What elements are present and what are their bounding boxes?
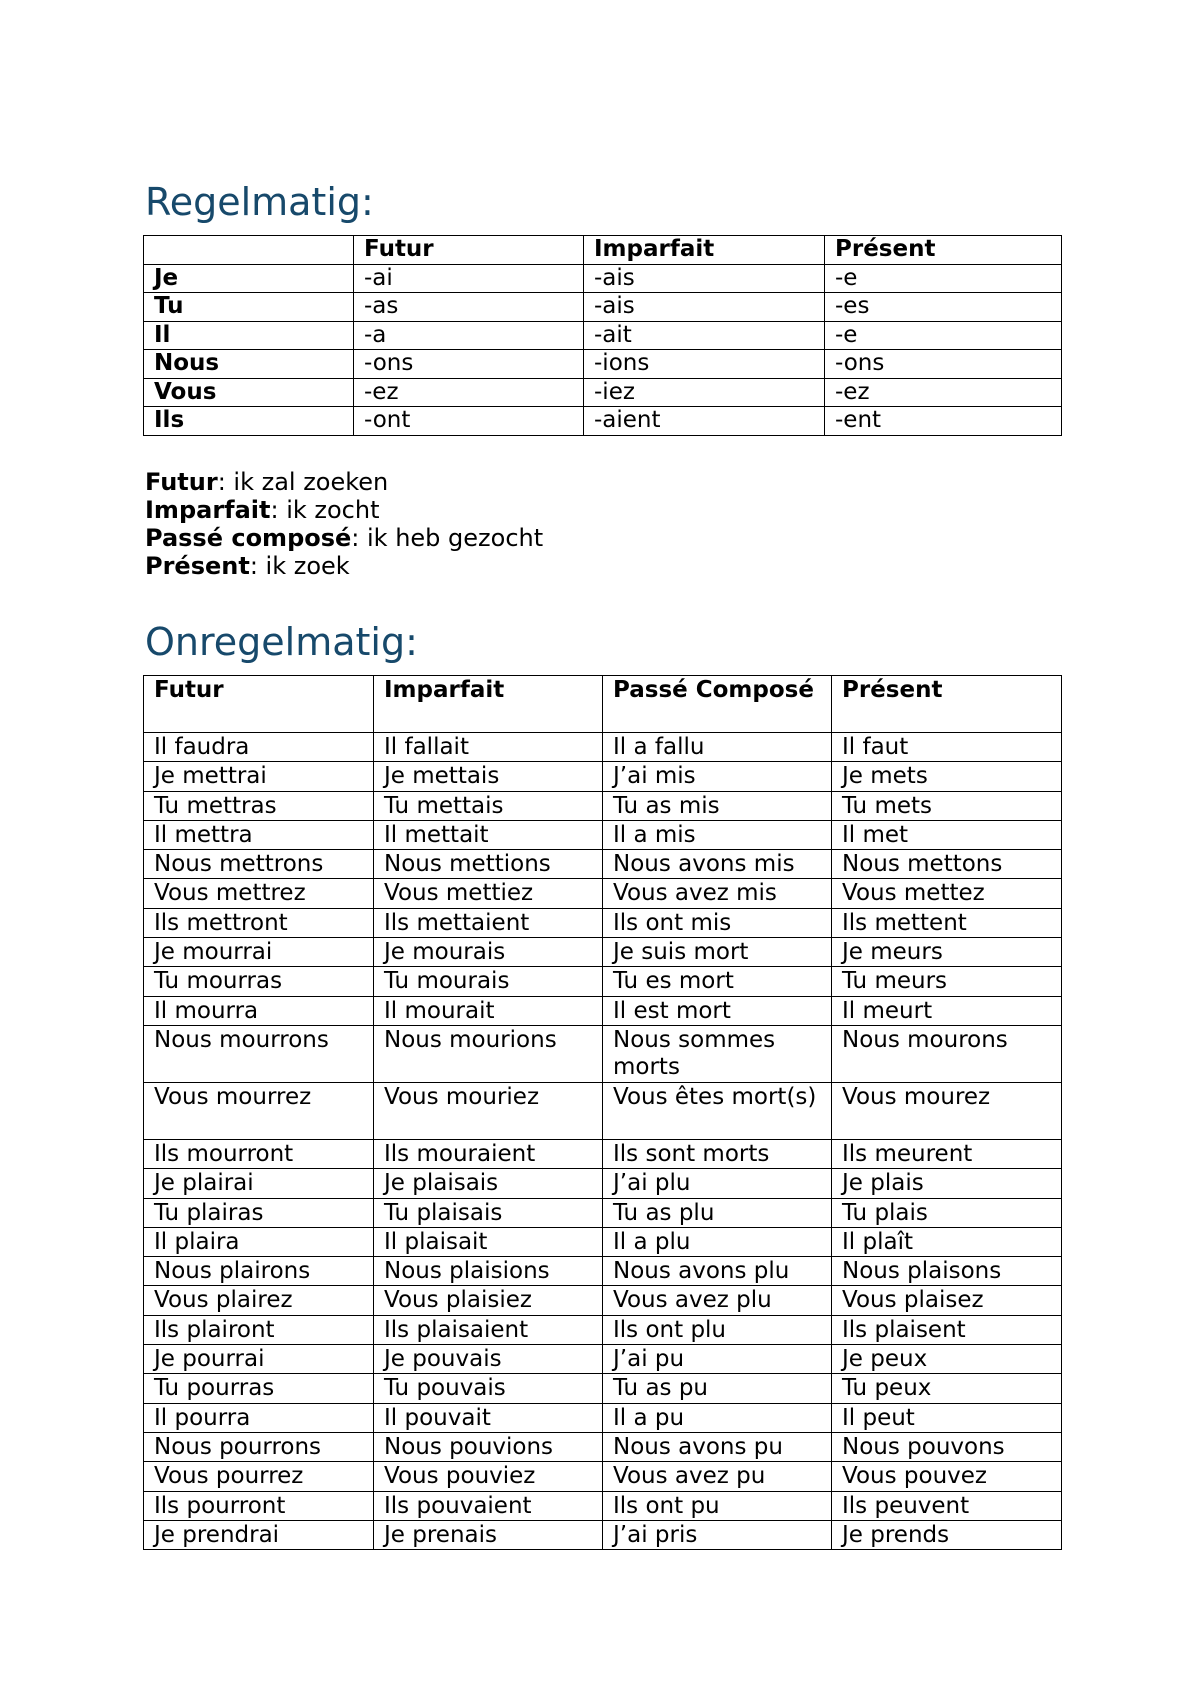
conjugation-cell: Vous pouviez: [374, 1462, 603, 1491]
conjugation-cell: Tu as mis: [603, 791, 832, 820]
table-row: [144, 1374, 1062, 1403]
conjugation-cell: Vous avez plu: [603, 1286, 832, 1315]
conjugation-cell: Nous mourions: [374, 1025, 603, 1082]
note-line: [145, 468, 543, 496]
ending-cell: -e: [825, 321, 1062, 350]
conjugation-cell: Tu plairas: [144, 1198, 374, 1227]
conjugation-cell: Il meurt: [832, 996, 1062, 1025]
table-row: [144, 967, 1062, 996]
table-row: [144, 378, 1062, 407]
note-meaning: : ik zal zoeken: [217, 468, 389, 496]
conjugation-cell: Ils plaisent: [832, 1315, 1062, 1344]
conjugation-cell: Tu as pu: [603, 1374, 832, 1403]
conjugation-cell: Nous plaisions: [374, 1257, 603, 1286]
conjugation-cell: Je pouvais: [374, 1345, 603, 1374]
conjugation-cell: Tu mets: [832, 791, 1062, 820]
ending-cell: -ont: [354, 407, 584, 436]
column-header: [144, 236, 354, 265]
table-row: [144, 1286, 1062, 1315]
conjugation-cell: Ils ont mis: [603, 908, 832, 937]
table-header-row: [144, 676, 1062, 733]
pronoun-cell: Tu: [144, 293, 354, 322]
conjugation-cell: Vous mettiez: [374, 879, 603, 908]
conjugation-cell: Il plaira: [144, 1227, 374, 1256]
conjugation-cell: Tu mourras: [144, 967, 374, 996]
conjugation-cell: Il plaisait: [374, 1227, 603, 1256]
conjugation-cell: Vous mettrez: [144, 879, 374, 908]
conjugation-cell: Vous pouvez: [832, 1462, 1062, 1491]
table-row: [144, 1403, 1062, 1432]
table-row: [144, 350, 1062, 379]
conjugation-cell: Je mettrai: [144, 762, 374, 791]
conjugation-cell: J’ai pu: [603, 1345, 832, 1374]
table-row: [144, 850, 1062, 879]
table-row: [144, 791, 1062, 820]
table-row: [144, 1227, 1062, 1256]
conjugation-cell: Ils ont plu: [603, 1315, 832, 1344]
conjugation-cell: Il mettait: [374, 820, 603, 849]
conjugation-cell: Ils pourront: [144, 1491, 374, 1520]
conjugation-cell: J’ai plu: [603, 1169, 832, 1198]
conjugation-cell: Ils plaisaient: [374, 1315, 603, 1344]
conjugation-cell: Ils meurent: [832, 1139, 1062, 1168]
column-header: Présent: [825, 236, 1062, 265]
ending-cell: -a: [354, 321, 584, 350]
table-row: [144, 1082, 1062, 1139]
conjugation-cell: Il a mis: [603, 820, 832, 849]
conjugation-cell: Il mourra: [144, 996, 374, 1025]
conjugation-cell: Tu meurs: [832, 967, 1062, 996]
conjugation-cell: Ils mettaient: [374, 908, 603, 937]
conjugation-cell: Ils ont pu: [603, 1491, 832, 1520]
table-header-row: [144, 236, 1062, 265]
conjugation-cell: Tu mettais: [374, 791, 603, 820]
table-row: [144, 908, 1062, 937]
table-row: [144, 1139, 1062, 1168]
conjugation-cell: Il mourait: [374, 996, 603, 1025]
conjugation-cell: Ils mouraient: [374, 1139, 603, 1168]
regular-endings-table: [143, 235, 1062, 436]
table-row: [144, 1169, 1062, 1198]
conjugation-cell: Tu pourras: [144, 1374, 374, 1403]
table-row: [144, 1257, 1062, 1286]
conjugation-cell: Il faudra: [144, 733, 374, 762]
conjugation-cell: Je mettais: [374, 762, 603, 791]
pronoun-cell: Il: [144, 321, 354, 350]
conjugation-cell: Nous mourons: [832, 1025, 1062, 1082]
column-header: Passé Composé: [603, 676, 832, 733]
table-row: [144, 1345, 1062, 1374]
conjugation-cell: Il a pu: [603, 1403, 832, 1432]
conjugation-cell: Je plairai: [144, 1169, 374, 1198]
conjugation-cell: Vous plaisez: [832, 1286, 1062, 1315]
table-row: [144, 1520, 1062, 1549]
conjugation-cell: Je suis mort: [603, 938, 832, 967]
column-header: Imparfait: [374, 676, 603, 733]
conjugation-cell: Vous plairez: [144, 1286, 374, 1315]
conjugation-cell: Je mourais: [374, 938, 603, 967]
table-row: [144, 820, 1062, 849]
table-row: [144, 293, 1062, 322]
heading-irregular: Onregelmatig:: [145, 620, 418, 664]
conjugation-cell: Tu pouvais: [374, 1374, 603, 1403]
note-term: Passé composé: [145, 524, 352, 552]
ending-cell: -ons: [825, 350, 1062, 379]
table-row: [144, 1432, 1062, 1461]
ending-cell: -es: [825, 293, 1062, 322]
conjugation-cell: Ils plairont: [144, 1315, 374, 1344]
conjugation-cell: Vous pourrez: [144, 1462, 374, 1491]
ending-cell: -ait: [584, 321, 825, 350]
pronoun-cell: Vous: [144, 378, 354, 407]
ending-cell: -e: [825, 264, 1062, 293]
conjugation-cell: Nous plairons: [144, 1257, 374, 1286]
conjugation-cell: Nous avons plu: [603, 1257, 832, 1286]
conjugation-cell: Il a fallu: [603, 733, 832, 762]
table-row: [144, 321, 1062, 350]
conjugation-cell: Je prenais: [374, 1520, 603, 1549]
conjugation-cell: J’ai mis: [603, 762, 832, 791]
ending-cell: -as: [354, 293, 584, 322]
column-header: Futur: [354, 236, 584, 265]
conjugation-cell: Nous plaisons: [832, 1257, 1062, 1286]
conjugation-cell: Je peux: [832, 1345, 1062, 1374]
note-meaning: : ik heb gezocht: [351, 524, 544, 552]
conjugation-cell: Ils mettent: [832, 908, 1062, 937]
ending-cell: -ez: [354, 378, 584, 407]
conjugation-cell: Je meurs: [832, 938, 1062, 967]
conjugation-cell: Ils peuvent: [832, 1491, 1062, 1520]
note-line: [145, 496, 543, 524]
table-row: [144, 1462, 1062, 1491]
conjugation-cell: Je plais: [832, 1169, 1062, 1198]
ending-cell: -ez: [825, 378, 1062, 407]
conjugation-cell: Il plaît: [832, 1227, 1062, 1256]
conjugation-cell: Ils mourront: [144, 1139, 374, 1168]
conjugation-cell: Nous avons mis: [603, 850, 832, 879]
conjugation-cell: Je prends: [832, 1520, 1062, 1549]
conjugation-cell: Je mets: [832, 762, 1062, 791]
conjugation-cell: Il faut: [832, 733, 1062, 762]
conjugation-cell: Nous sommes morts: [603, 1025, 832, 1082]
conjugation-cell: Vous plaisiez: [374, 1286, 603, 1315]
pronoun-cell: Je: [144, 264, 354, 293]
ending-cell: -aient: [584, 407, 825, 436]
table-row: [144, 733, 1062, 762]
conjugation-cell: Je prendrai: [144, 1520, 374, 1549]
conjugation-cell: Tu as plu: [603, 1198, 832, 1227]
conjugation-cell: Nous mettrons: [144, 850, 374, 879]
table-row: [144, 1315, 1062, 1344]
ending-cell: -ent: [825, 407, 1062, 436]
conjugation-cell: Nous mourrons: [144, 1025, 374, 1082]
conjugation-cell: Nous avons pu: [603, 1432, 832, 1461]
table-row: [144, 938, 1062, 967]
tense-notes: [145, 468, 543, 580]
note-line: [145, 552, 543, 580]
irregular-verbs-table: [143, 675, 1062, 1550]
conjugation-cell: Ils mettront: [144, 908, 374, 937]
column-header: Présent: [832, 676, 1062, 733]
conjugation-cell: Vous mettez: [832, 879, 1062, 908]
conjugation-cell: Je pourrai: [144, 1345, 374, 1374]
conjugation-cell: Il peut: [832, 1403, 1062, 1432]
conjugation-cell: Ils sont morts: [603, 1139, 832, 1168]
ending-cell: -ais: [584, 264, 825, 293]
conjugation-cell: Nous mettions: [374, 850, 603, 879]
ending-cell: -ons: [354, 350, 584, 379]
conjugation-cell: Il est mort: [603, 996, 832, 1025]
conjugation-cell: Tu plais: [832, 1198, 1062, 1227]
conjugation-cell: Tu plaisais: [374, 1198, 603, 1227]
conjugation-cell: Vous mourrez: [144, 1082, 374, 1139]
pronoun-cell: Nous: [144, 350, 354, 379]
conjugation-cell: Je plaisais: [374, 1169, 603, 1198]
heading-regular: Regelmatig:: [145, 180, 374, 224]
ending-cell: -ais: [584, 293, 825, 322]
conjugation-cell: Nous pouvons: [832, 1432, 1062, 1461]
ending-cell: -ai: [354, 264, 584, 293]
conjugation-cell: Vous mouriez: [374, 1082, 603, 1139]
conjugation-cell: Vous êtes mort(s): [603, 1082, 832, 1139]
ending-cell: -iez: [584, 378, 825, 407]
column-header: Imparfait: [584, 236, 825, 265]
conjugation-cell: Tu es mort: [603, 967, 832, 996]
note-meaning: : ik zocht: [270, 496, 380, 524]
table-row: [144, 264, 1062, 293]
table-row: [144, 762, 1062, 791]
table-row: [144, 996, 1062, 1025]
note-term: Futur: [145, 468, 218, 496]
column-header: Futur: [144, 676, 374, 733]
conjugation-cell: Vous mourez: [832, 1082, 1062, 1139]
conjugation-cell: J’ai pris: [603, 1520, 832, 1549]
table-row: [144, 1198, 1062, 1227]
conjugation-cell: Vous avez pu: [603, 1462, 832, 1491]
table-row: [144, 1025, 1062, 1082]
pronoun-cell: Ils: [144, 407, 354, 436]
conjugation-cell: Nous mettons: [832, 850, 1062, 879]
conjugation-cell: Vous avez mis: [603, 879, 832, 908]
conjugation-cell: Tu mourais: [374, 967, 603, 996]
conjugation-cell: Il a plu: [603, 1227, 832, 1256]
ending-cell: -ions: [584, 350, 825, 379]
note-meaning: : ik zoek: [249, 552, 350, 580]
conjugation-cell: Il pourra: [144, 1403, 374, 1432]
conjugation-cell: Ils pouvaient: [374, 1491, 603, 1520]
note-term: Présent: [145, 552, 250, 580]
conjugation-cell: Il met: [832, 820, 1062, 849]
table-row: [144, 879, 1062, 908]
conjugation-cell: Je mourrai: [144, 938, 374, 967]
table-row: [144, 407, 1062, 436]
conjugation-cell: Nous pouvions: [374, 1432, 603, 1461]
conjugation-cell: Il fallait: [374, 733, 603, 762]
conjugation-cell: Il mettra: [144, 820, 374, 849]
table-row: [144, 1491, 1062, 1520]
note-term: Imparfait: [145, 496, 271, 524]
conjugation-cell: Il pouvait: [374, 1403, 603, 1432]
conjugation-cell: Tu mettras: [144, 791, 374, 820]
note-line: [145, 524, 543, 552]
conjugation-cell: Nous pourrons: [144, 1432, 374, 1461]
conjugation-cell: Tu peux: [832, 1374, 1062, 1403]
